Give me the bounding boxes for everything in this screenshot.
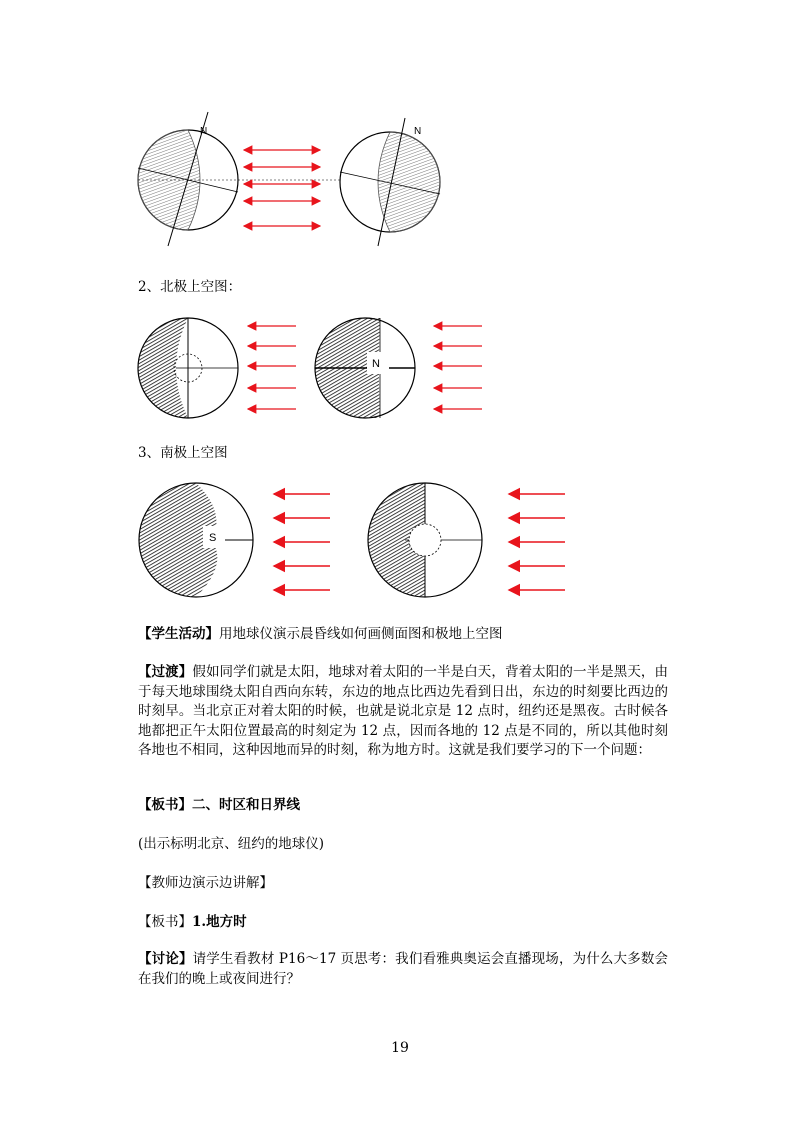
- south-pole-figure: [0, 478, 800, 603]
- page-number: 19: [391, 1040, 409, 1056]
- transition-label: 【过渡】: [138, 664, 193, 680]
- side-view-figure: [0, 100, 800, 260]
- pole-label-s: S: [209, 532, 217, 544]
- north-label-left: N: [200, 126, 208, 137]
- side-globe-right: [340, 118, 440, 246]
- north-globe-left: [138, 318, 238, 418]
- show-note: (出示标明北京、纽约的地球仪): [138, 836, 325, 852]
- discussion-label: 【讨论】: [138, 951, 193, 967]
- north-label-right: N: [414, 126, 422, 137]
- board2-text: 1.地方时: [192, 914, 247, 930]
- sun-arrows-south-left: [274, 494, 330, 590]
- pole-label-n: N: [372, 358, 380, 370]
- sun-arrows-left: [248, 326, 296, 409]
- sun-arrows-south-right: [509, 494, 565, 590]
- discussion-text: 请学生看教材 P16～17 页思考：我们看雅典奥运会直播现场，为什么大多数会在我们的晚上或夜间进行？: [138, 951, 668, 987]
- south-globe-right: [368, 483, 482, 597]
- activity-line: [138, 624, 503, 644]
- sun-arrows-right: [434, 326, 482, 409]
- double-arrows: [244, 150, 320, 226]
- north-pole-figure: [0, 310, 800, 430]
- activity-text: 用地球仪演示晨昏线如何画侧面图和极地上空图: [219, 626, 503, 642]
- board-heading-1: [138, 795, 300, 815]
- board1-label: 【板书】: [138, 797, 192, 813]
- figure-caption-south: 3、南极上空图: [138, 445, 228, 461]
- transition-text: 假如同学们就是太阳，地球对着太阳的一半是白天，背着太阳的一半是黑天，由于每天地球围绕太阳自西向东转，东边的地点比西边先看到日出，东边的时刻要比西边的时刻早。当北京正对着太阳的时候，也就是说北京是 12 点时，纽约还是黑夜。古时候各地都把正午太阳位置最高的时刻定为 12 点，因而各地的 12 点是不同的，所以其他时刻各地也不相同，这种因地而异的时刻，称为地方时。这就是我们要学习的下一个问题：: [138, 664, 669, 759]
- teacher-note: 【教师边演示边讲解】: [138, 875, 273, 891]
- south-globe-left: [139, 483, 253, 597]
- figure-caption-north: 2、北极上空图：: [138, 279, 242, 295]
- discussion-paragraph: [138, 950, 668, 989]
- board1-text: 二、时区和日界线: [192, 797, 300, 813]
- north-globe-right: [315, 318, 415, 418]
- board-heading-2: [138, 912, 247, 932]
- board2-label: 【板书】: [138, 914, 192, 930]
- transition-paragraph: [138, 663, 668, 761]
- activity-label: 【学生活动】: [138, 626, 219, 642]
